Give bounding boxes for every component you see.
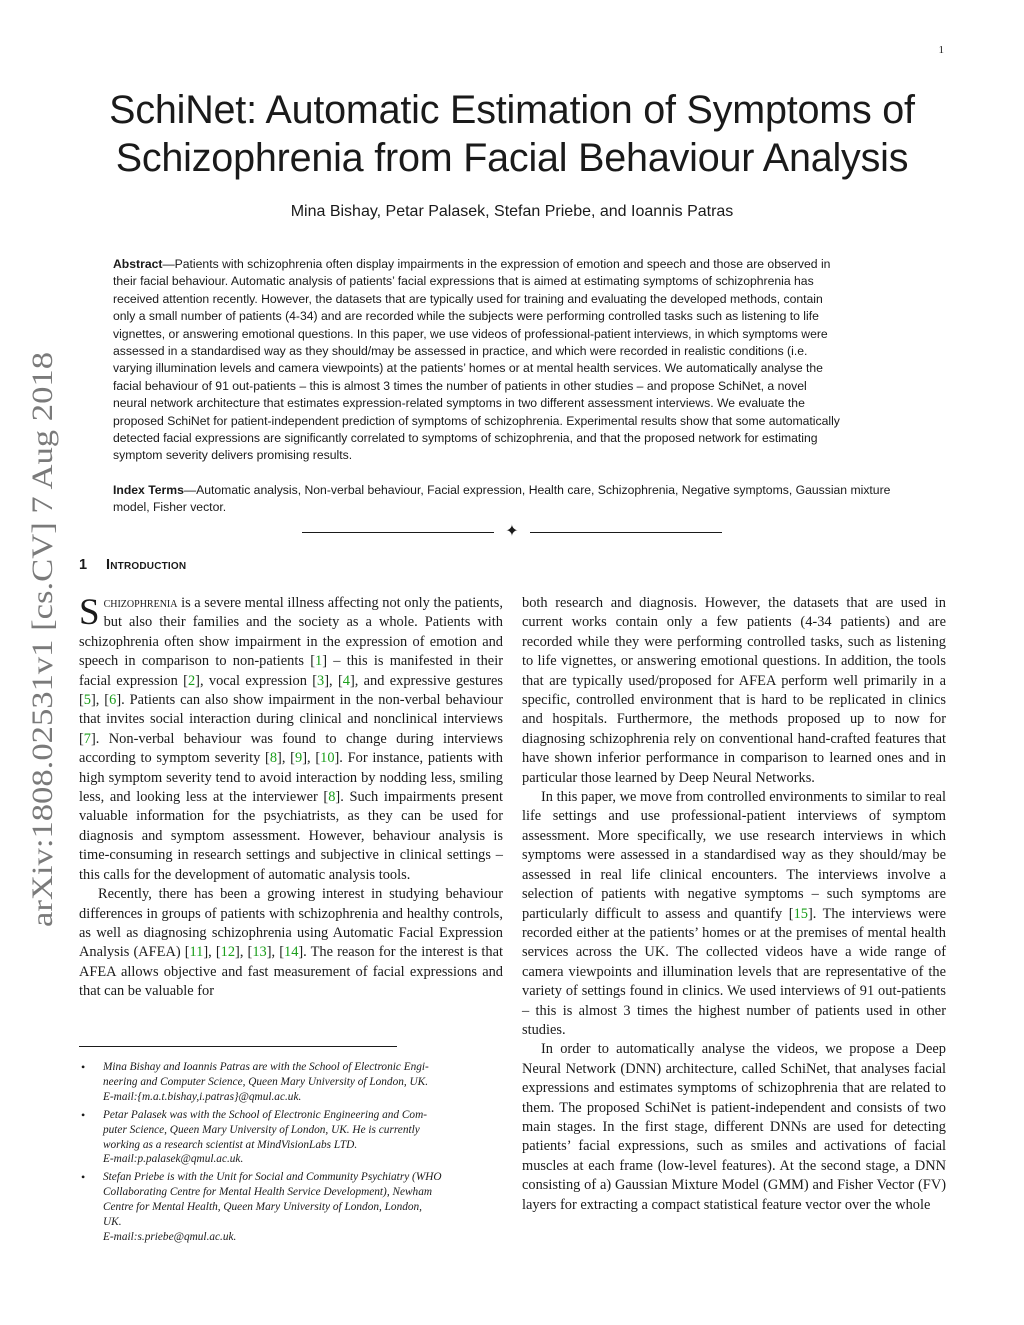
- citation-link[interactable]: 6: [109, 692, 117, 709]
- paragraph-text: ]. Non-verbal behaviour was found to change during interviews according to symptom severity [: [79, 730, 503, 767]
- paragraph-text: ]. The reason for the interest is that AFEA allows objective and fast measurement of facial expressions and that can be valuable for: [79, 944, 504, 1000]
- footnote-item: [79, 1170, 503, 1245]
- citation-link[interactable]: 13: [252, 944, 267, 961]
- arxiv-stamp-text: arXiv:1808.02531v1 [cs.CV] 7 Aug 2018: [26, 428, 59, 927]
- citation-link[interactable]: 4: [342, 672, 350, 689]
- citation-link[interactable]: 10: [320, 750, 335, 767]
- abstract: [113, 256, 911, 465]
- right-column: [522, 594, 946, 1215]
- footnote-rule: [79, 1046, 397, 1047]
- paragraph-text: ], [: [203, 944, 221, 961]
- footnote-line: Stefan Priebe is with the Unit for Social and Community Psychiatry (WHO: [103, 1171, 442, 1184]
- intro-paragraph-4: [522, 788, 946, 1040]
- citation-link[interactable]: 11: [189, 944, 204, 961]
- title-line-1: SchiNet: Automatic Estimation of Symptoms of: [109, 88, 915, 132]
- footnote-line: UK.: [103, 1216, 122, 1229]
- paragraph-text: ]. The interviews were recorded either at the patients’ homes or at the premises of mental health services across the UK. The collected videos have a wide range of camera viewpoints and illumination levels that are representative of the variety of settings found in clinics. We used interviews of 91 out-patients – this is almost 3 times the highest number of patients used in other studies.: [522, 905, 947, 1038]
- citation-link[interactable]: 5: [83, 692, 91, 709]
- paragraph-text: ], and expressive gestures [: [79, 672, 503, 709]
- paragraph-text: ], [: [91, 692, 110, 709]
- section-title: Introduction: [106, 557, 187, 573]
- abstract-text: —Patients with schizophrenia often display impairments in the expression of emotion and speech and those are observed in: [162, 257, 831, 271]
- abstract-line: only a small number of patients (4-34) and are recorded while the subjects were performing controlled tasks such as listening to life: [113, 309, 819, 324]
- separator-rule-right: [530, 532, 722, 533]
- abstract-line: vignettes, or answering emotional questions. In this paper, we use videos of professional-patient interviews, in which symptoms were: [113, 326, 828, 341]
- author-list: Mina Bishay, Petar Palasek, Stefan Priebe, and Ioannis Patras: [290, 203, 734, 220]
- intro-paragraph-1: [79, 594, 503, 885]
- footnote-item: [79, 1060, 503, 1105]
- abstract-label: Abstract: [113, 257, 163, 271]
- abstract-line: [113, 256, 911, 273]
- footnote-item: [79, 1108, 503, 1168]
- paragraph-text: ], [: [235, 944, 253, 961]
- bullet-icon: •: [81, 1170, 86, 1185]
- footnote-email: E-mail:p.palasek@qmul.ac.uk.: [103, 1153, 244, 1166]
- paragraph-text: ], [: [324, 672, 343, 689]
- abstract-line: received attention recently. However, the datasets that are typically used for training and evaluating the developed methods, contain: [113, 291, 823, 306]
- intro-paragraph-2: [79, 885, 503, 1001]
- page-number: 1: [938, 44, 944, 56]
- citation-link[interactable]: 2: [187, 672, 196, 689]
- abstract-line: symptom severity delivers promising results.: [113, 448, 353, 463]
- paper-title: [60, 86, 964, 182]
- citation-link[interactable]: 3: [317, 672, 325, 689]
- section-separator: [302, 523, 722, 543]
- citation-link[interactable]: 12: [220, 944, 236, 961]
- paragraph-text: ] – this is manifested in their facial expression [: [79, 653, 503, 689]
- abstract-line: proposed SchiNet for patient-independent prediction of symptoms of schizophrenia. Experimental results show that some automatically: [113, 413, 840, 428]
- left-column: [79, 594, 503, 1002]
- index-terms: [113, 482, 911, 517]
- footnote-line: Collaborating Centre for Mental Health Service Development), Newham: [103, 1186, 433, 1199]
- citation-link[interactable]: 9: [294, 750, 303, 767]
- citation-link[interactable]: 8: [269, 750, 278, 767]
- paragraph-text: ], [: [266, 944, 284, 961]
- affiliation-footnotes: [79, 1060, 503, 1248]
- paragraph-text: Recently, there has been a growing interest in studying behaviour differences in groups of patients with schizophrenia and healthy controls, as well as diagnosing schizophrenia using Automatic Facial Expression Analysis (AFEA) [: [79, 886, 503, 961]
- paragraph-text: is a severe mental illness affecting not only the patients, but also their families and the society as a whole. Patients with schizophrenia often show impairment in the expression of emotion and speech in comparison to non-patients [: [79, 595, 503, 670]
- abstract-line: detected facial expressions are significantly correlated to symptoms of schizophrenia, and that the proposed network for estimating: [113, 431, 818, 446]
- paragraph-text: In this paper, we move from controlled environments to similar to real life settings and use professional-patient interviews of symptom assessment. More specifically, we use research interviews in which symptoms were assessed in a standardised way as they should/may be assessed in real life clinical encounters. The interviews involve a selection of patients with negative symptoms – such symptoms are particularly difficult to assess and quantify [: [522, 789, 946, 922]
- footnote-email: E-mail:{m.a.t.bishay,i.patras}@qmul.ac.uk.: [103, 1090, 302, 1103]
- intro-paragraph-5: In order to automatically analyse the videos, we propose a Deep Neural Network (DNN) architecture, called SchiNet, that analyses facial expressions and estimates symptoms of schizophrenia that are related to them. The proposed SchiNet is patient-independent and consists of two main stages. In the first stage, different DNNs are used for detecting patients’ facial expressions, such as smiles and activations of facial muscles at each frame (low-level features). At the second stage, a DNN consisting of a) Gaussian Mixture Model (GMM) and Fisher Vector (FV) layers for extracting a compact statistical feature vector over the whole: [522, 1041, 946, 1213]
- citation-link[interactable]: 8: [328, 789, 336, 806]
- section-number: 1: [79, 557, 88, 573]
- footnote-email: E-mail:s.priebe@qmul.ac.uk.: [103, 1230, 237, 1243]
- diamond-star-icon: ✦: [505, 521, 519, 540]
- abstract-line: varying illumination levels and camera viewpoints) at the patients’ homes or at mental health services. We automatically analyse the: [113, 361, 823, 376]
- citation-link[interactable]: 15: [793, 905, 808, 922]
- footnote-line: puter Science, Queen Mary University of London, UK. He is currently: [103, 1123, 420, 1136]
- bullet-icon: •: [81, 1060, 86, 1074]
- paragraph-text: ]. Such impairments present valuable information for the psychiatrists, as they can be used for diagnosis and symptom assessment. However, behaviour analysis is time-consuming in research settings and subjective in clinical settings – this calls for the development of automatic analysis tools.: [79, 789, 503, 883]
- footnote-line: neering and Computer Science, Queen Mary University of London, UK.: [103, 1075, 429, 1088]
- citation-link[interactable]: 7: [83, 730, 91, 747]
- footnote-line: Mina Bishay and Ioannis Patras are with the School of Electronic Engi-: [103, 1061, 429, 1073]
- paragraph-text: ]. Patients can also show impairment in the non-verbal behaviour that invites social interaction during clinical and nonclinical interviews [: [79, 692, 504, 747]
- arxiv-stamp: [10, 352, 66, 927]
- section-heading: [79, 557, 186, 573]
- lead-in-word: chizophrenia: [103, 595, 178, 611]
- abstract-line: assessed in a standardised way as they should/may be assessed in practice, and which were recorded in realistic conditions (i.e.: [113, 344, 808, 359]
- paragraph-text: ]. For instance, patients with high symptom severity tend to avoid interaction by nodding less, smiling less, and looking less at the interviewer [: [79, 750, 503, 806]
- abstract-line: facial behaviour of 91 out-patients – this is almost 3 times the number of patients in other studies – and propose SchiNet, a novel: [113, 378, 807, 393]
- index-terms-text: —Automatic analysis, Non-verbal behaviour, Facial expression, Health care, Schizophrenia, Negative symptoms, Gaussian mixture model, Fisher vector.: [113, 483, 891, 515]
- footnote-line: working as a research scientist at MindVisionLabs LTD.: [103, 1138, 358, 1151]
- separator-rule-left: [302, 532, 494, 533]
- intro-paragraph-3: both research and diagnosis. However, the datasets that are used in current works contain only a few patients (4-34 patients) and are recorded while they were performing controlled tasks, such as listening to life vignettes, or answering emotional questions. In addition, the tools that are typically used/proposed for AFEA perform well primarily in a specific, controlled environment that is hard to be replicated in clinics and hospitals. Furthermore, the methods proposed up to now for diagnosing schizophrenia rely on conventional hand-crafted features that have shown inferior performance in comparison to learned ones and in particular those learned by Deep Neural Networks.: [522, 595, 946, 786]
- paragraph-text: ], vocal expression [: [195, 672, 318, 689]
- bullet-icon: •: [81, 1107, 86, 1122]
- citation-link[interactable]: 1: [315, 653, 323, 670]
- paragraph-text: ], [: [302, 750, 321, 767]
- index-terms-label: Index Terms: [113, 483, 184, 497]
- title-line-2: Schizophrenia from Facial Behaviour Analysis: [115, 136, 909, 180]
- citation-link[interactable]: 14: [284, 944, 299, 961]
- footnote-line: Petar Palasek was with the School of Electronic Engineering and Com-: [103, 1108, 428, 1121]
- footnote-line: Centre for Mental Health, Queen Mary University of London, London,: [103, 1201, 422, 1214]
- paragraph-text: ], [: [277, 750, 295, 767]
- abstract-line: their facial behaviour. Automatic analysis of patients’ facial expressions that is aimed at estimating symptoms of schizophrenia has: [113, 274, 814, 289]
- drop-cap: S: [79, 592, 100, 633]
- abstract-line: neural network architecture that estimates expression-related symptoms in two different assessment interviews. We evaluate the: [113, 396, 805, 411]
